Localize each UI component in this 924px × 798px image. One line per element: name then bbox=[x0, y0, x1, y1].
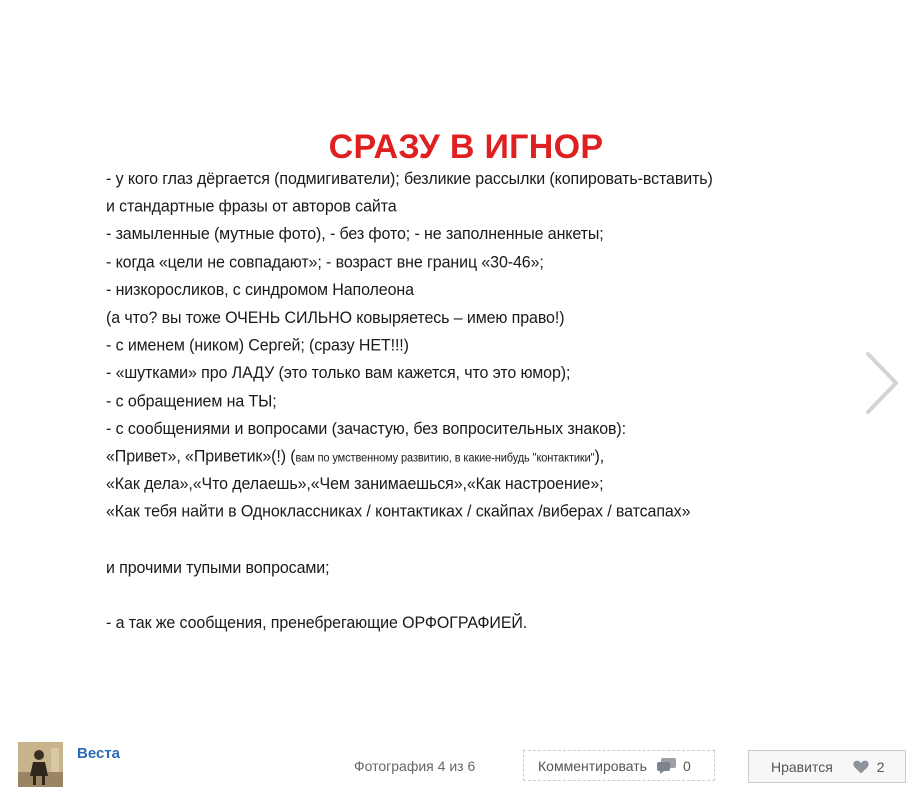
photo-text-line: и прочими тупыми вопросами; bbox=[106, 558, 330, 577]
chevron-right-icon bbox=[862, 350, 902, 416]
photo-text-line: - когда «цели не совпадают»; - возраст вне границ «30-46»; bbox=[106, 253, 544, 272]
photo-text-line: (а что? вы тоже ОЧЕНЬ СИЛЬНО ковыряетесь – имею право!) bbox=[106, 308, 565, 327]
photo-text-line: - с обращением на ТЫ; bbox=[106, 392, 277, 411]
like-button[interactable] bbox=[748, 750, 906, 783]
photo-text-line: - у кого глаз дёргается (подмигиватели); безликие рассылки (копировать-вставить) bbox=[106, 170, 713, 189]
avatar[interactable] bbox=[18, 742, 63, 787]
like-count: 2 bbox=[876, 758, 885, 775]
comment-count: 0 bbox=[682, 757, 691, 774]
photo-text-line: - низкоросликов, с синдромом Наполеона bbox=[106, 281, 414, 300]
photo-text-line: - «шутками» про ЛАДУ (это только вам кажется, что это юмор); bbox=[106, 364, 571, 383]
photo-text-line: и стандартные фразы от авторов сайта bbox=[106, 197, 397, 216]
heart-icon bbox=[853, 760, 869, 774]
avatar-figure-icon bbox=[18, 742, 63, 787]
photo-text-line: «Как дела»,«Что делаешь»,«Чем занимаешься»,«Как настроение»; bbox=[106, 475, 604, 494]
privet-end: ), bbox=[594, 447, 605, 466]
photo-title: СРАЗУ В ИГНОР bbox=[328, 128, 604, 166]
photo-text-line-privet bbox=[106, 446, 866, 474]
comment-bubble-icon bbox=[657, 758, 677, 774]
photo-footer bbox=[0, 730, 924, 798]
photo-text-spacer bbox=[106, 584, 866, 612]
photo-counter: Фотография 4 из 6 bbox=[354, 758, 476, 774]
comment-button[interactable] bbox=[523, 750, 715, 781]
author-name-link[interactable]: Веста bbox=[77, 745, 121, 762]
photo-text-line: - а так же сообщения, пренебрегающие ОРФОГРАФИЕЙ. bbox=[106, 614, 528, 633]
privet-main: «Привет», «Приветик»(!) ( bbox=[106, 447, 296, 466]
photo-text-line: - с сообщениями и вопросами (зачастую, без вопросительных знаков): bbox=[106, 419, 626, 438]
privet-small-note: вам по умственному развитию, в какие-нибудь "контактики" bbox=[295, 451, 595, 465]
comment-button-label: Комментировать bbox=[538, 757, 647, 774]
next-photo-button[interactable] bbox=[862, 350, 902, 416]
photo-text-line: - с именем (ником) Сергей; (сразу НЕТ!!!) bbox=[106, 336, 409, 355]
photo-text-line: - замыленные (мутные фото), - без фото; - не заполненные анкеты; bbox=[106, 225, 604, 244]
photo-text-line: «Как тебя найти в Одноклассниках / контактиках / скайпах /виберах / ватсапах» bbox=[106, 503, 691, 522]
like-button-label: Нравится bbox=[771, 758, 833, 775]
photo-text-spacer bbox=[106, 529, 866, 557]
photo-text bbox=[106, 168, 866, 640]
